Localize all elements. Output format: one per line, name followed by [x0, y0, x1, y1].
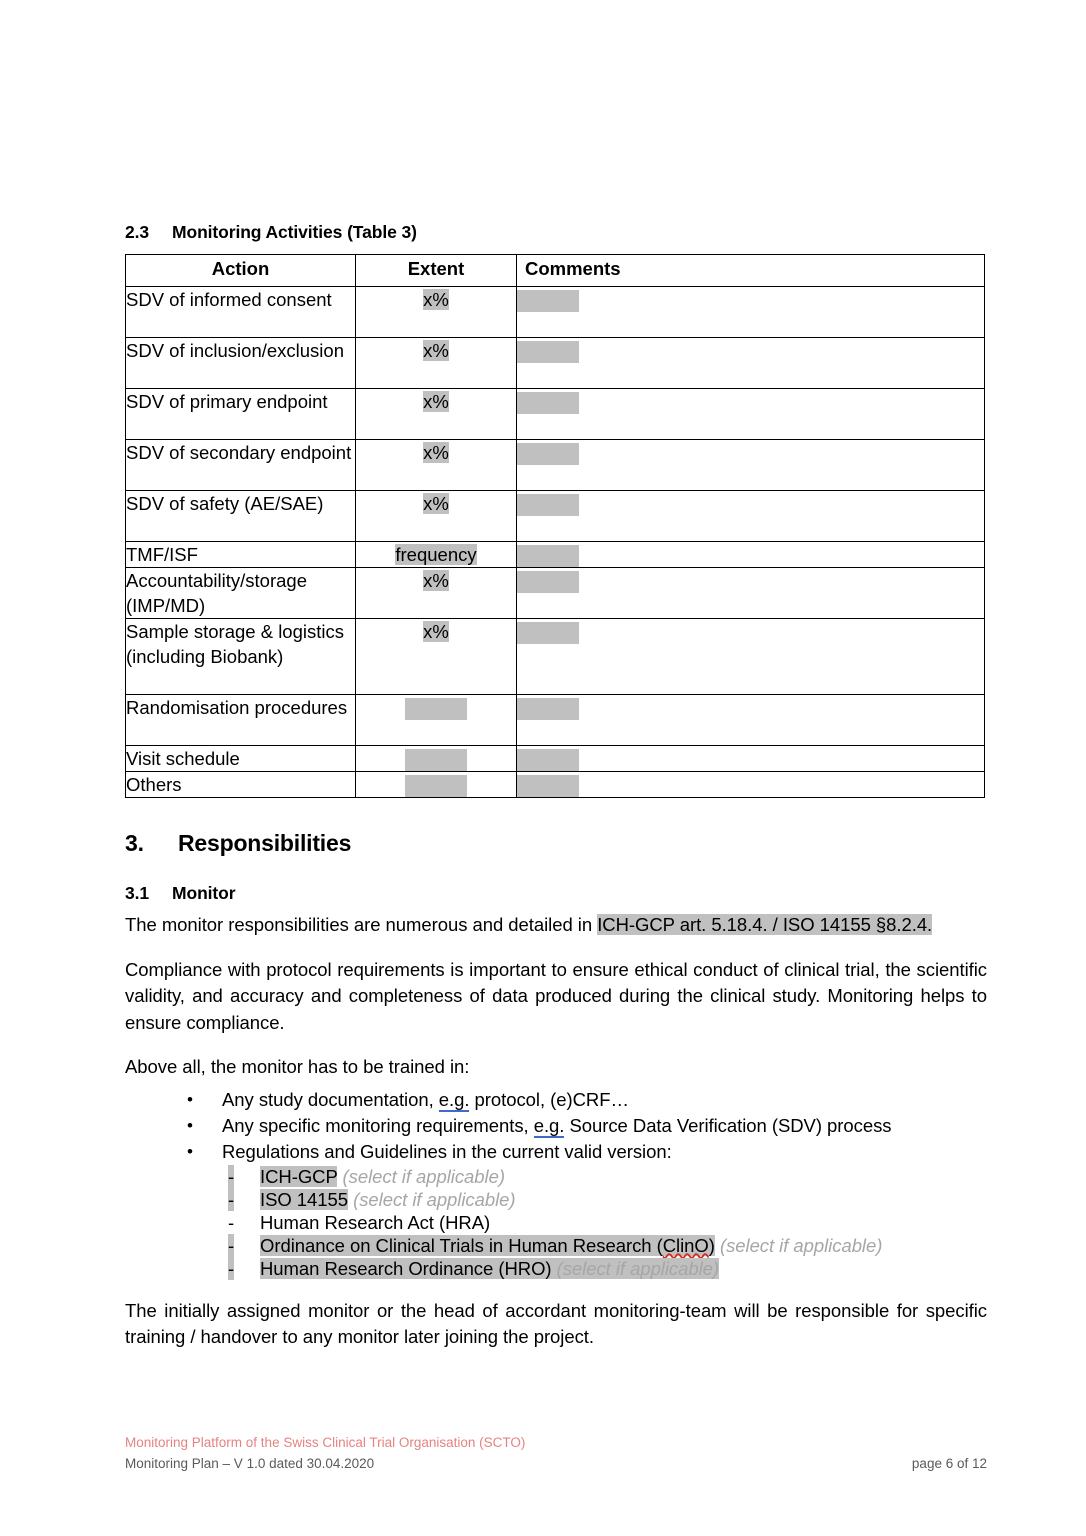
empty-highlight-placeholder [517, 392, 579, 414]
empty-highlight-placeholder [517, 290, 579, 312]
regulation-name: ICH-GCP [260, 1165, 338, 1187]
cell-action: Randomisation procedures [126, 695, 356, 746]
empty-highlight-placeholder [517, 545, 579, 567]
cell-extent [356, 440, 517, 491]
sub-list-item [125, 1211, 987, 1234]
optional-note: (select if applicable) [556, 1257, 720, 1279]
empty-highlight-placeholder [517, 622, 579, 644]
optional-note: (select if applicable) [353, 1188, 516, 1210]
cell-comments [517, 287, 985, 338]
cell-comments [517, 440, 985, 491]
paragraph-compliance: Compliance with protocol requirements is important to ensure ethical conduct of clinical trial, the scientific validity, and accuracy and completeness of data produced during the clinical study. Monitoring helps to ensure compliance. [125, 958, 987, 1033]
heading-3-1 [125, 883, 987, 904]
table-row [126, 491, 985, 542]
cell-extent [356, 542, 517, 568]
paragraph-1-highlight: ICH-GCP art. 5.18.4. / ISO 14155 §8.2.4. [597, 914, 933, 935]
empty-highlight-placeholder [517, 494, 579, 516]
page-content [125, 222, 987, 1351]
table-row [126, 772, 985, 798]
table-row [126, 389, 985, 440]
extent-value: x% [423, 289, 449, 310]
cell-extent [356, 389, 517, 440]
empty-highlight-placeholder [405, 775, 467, 797]
regulation-name: Ordinance on Clinical Trials in Human Research (ClinO) [260, 1234, 715, 1256]
empty-highlight-placeholder [517, 443, 579, 465]
paragraph-handover: The initially assigned monitor or the head of accordant monitoring-team will be responsible for specific training / handover to any monitor later joining the project. [125, 1299, 987, 1347]
cell-comments [517, 491, 985, 542]
table-header-row [126, 255, 985, 287]
dash-marker-icon: - [228, 1234, 235, 1256]
heading-3-title: Responsibilities [178, 830, 352, 856]
column-header-action: Action [126, 255, 356, 287]
list-item-text-cont: protocol, (e)CRF… [469, 1088, 629, 1110]
dash-marker-icon: - [228, 1257, 235, 1279]
table-row [126, 338, 985, 389]
sub-list-item [125, 1257, 987, 1280]
cell-extent [356, 619, 517, 695]
heading-3-1-title: Monitor [172, 883, 236, 903]
heading-3-1-number: 3.1 [125, 883, 150, 903]
list-item-text: Regulations and Guidelines in the current valid version: [222, 1140, 672, 1162]
extent-value: x% [423, 340, 449, 361]
cell-action: Sample storage & logistics (including Biobank) [126, 619, 356, 695]
dash-marker-icon: - [228, 1188, 235, 1210]
list-item-text-cont: Source Data Verification (SDV) process [564, 1114, 892, 1136]
cell-extent [356, 287, 517, 338]
cell-action: Accountability/storage (IMP/MD) [126, 568, 356, 619]
empty-highlight-placeholder [517, 341, 579, 363]
footer-document-ref: Monitoring Plan – V 1.0 dated 30.04.2020 [125, 1456, 375, 1471]
regulations-sub-list [125, 1165, 987, 1280]
extent-value: x% [423, 391, 449, 412]
cell-action: SDV of primary endpoint [126, 389, 356, 440]
paragraph-1-plain: The monitor responsibilities are numerous and detailed in [125, 914, 598, 935]
optional-note: (select if applicable) [342, 1165, 505, 1187]
table-row [126, 695, 985, 746]
cell-comments [517, 772, 985, 798]
cell-action: SDV of inclusion/exclusion [126, 338, 356, 389]
cell-extent [356, 568, 517, 619]
table-body [126, 287, 985, 798]
bullet-marker-icon: • [187, 1141, 193, 1161]
heading-3 [125, 830, 987, 857]
footer-organisation: Monitoring Platform of the Swiss Clinical Trial Organisation (SCTO) [125, 1435, 526, 1450]
cell-extent [356, 746, 517, 772]
empty-highlight-placeholder [517, 571, 579, 593]
heading-3-number: 3. [125, 830, 144, 856]
list-item [125, 1139, 987, 1165]
cell-action: Others [126, 772, 356, 798]
list-item-text: Any study documentation, [222, 1088, 439, 1110]
regulation-name: Human Research Ordinance (HRO) [260, 1257, 552, 1279]
regulation-name: Human Research Act (HRA) [260, 1211, 491, 1233]
cell-action: Visit schedule [126, 746, 356, 772]
table-row [126, 542, 985, 568]
table-row [126, 287, 985, 338]
dash-marker-icon: - [228, 1211, 235, 1233]
cell-action: SDV of secondary endpoint [126, 440, 356, 491]
cell-extent [356, 772, 517, 798]
cell-comments [517, 542, 985, 568]
cell-extent [356, 491, 517, 542]
dash-marker-icon: - [228, 1165, 235, 1187]
monitoring-activities-table [125, 254, 985, 798]
page-footer [125, 1432, 987, 1474]
regulation-name: ISO 14155 [260, 1188, 349, 1210]
paragraph-trained-in: Above all, the monitor has to be trained in: [125, 1056, 470, 1077]
bullet-marker-icon: • [187, 1115, 193, 1135]
cell-action: SDV of safety (AE/SAE) [126, 491, 356, 542]
cell-comments [517, 746, 985, 772]
cell-comments [517, 568, 985, 619]
list-item [125, 1113, 987, 1139]
sub-list-item [125, 1188, 987, 1211]
empty-highlight-placeholder [517, 698, 579, 720]
cell-extent [356, 695, 517, 746]
extent-value: x% [423, 570, 449, 591]
footer-row [125, 1453, 987, 1474]
column-header-extent: Extent [356, 255, 517, 287]
empty-highlight-placeholder [517, 775, 579, 797]
cell-comments [517, 389, 985, 440]
empty-highlight-placeholder [405, 749, 467, 771]
extent-value: x% [423, 621, 449, 642]
grammar-flagged-text: e.g. [533, 1114, 565, 1136]
cell-extent [356, 338, 517, 389]
training-bullet-list [125, 1087, 987, 1165]
sub-list-item [125, 1234, 987, 1257]
cell-action: TMF/ISF [126, 542, 356, 568]
empty-highlight-placeholder [517, 749, 579, 771]
table-row [126, 619, 985, 695]
cell-comments [517, 619, 985, 695]
table-header [126, 255, 985, 287]
cell-action: SDV of informed consent [126, 287, 356, 338]
heading-2-3-number: 2.3 [125, 222, 150, 242]
column-header-comments: Comments [517, 255, 985, 287]
spacer [552, 1258, 557, 1279]
list-item [125, 1087, 987, 1113]
extent-value: x% [423, 493, 449, 514]
optional-note: (select if applicable) [719, 1234, 883, 1256]
extent-value: x% [423, 442, 449, 463]
table-row [126, 568, 985, 619]
bullet-marker-icon: • [187, 1089, 193, 1109]
spellcheck-flagged-text: ClinO [662, 1234, 709, 1256]
footer-page-number: page 6 of 12 [911, 1456, 987, 1471]
list-item-text: Any specific monitoring requirements, [222, 1114, 534, 1136]
extent-value: frequency [395, 544, 477, 565]
table-row [126, 746, 985, 772]
cell-comments [517, 338, 985, 389]
table-row [126, 440, 985, 491]
grammar-flagged-text: e.g. [438, 1088, 470, 1110]
paragraph-monitor-responsibilities [125, 912, 987, 939]
heading-2-3-title: Monitoring Activities (Table 3) [172, 222, 417, 242]
cell-comments [517, 695, 985, 746]
heading-2-3 [125, 222, 987, 243]
sub-list-item [125, 1165, 987, 1188]
empty-highlight-placeholder [405, 698, 467, 720]
